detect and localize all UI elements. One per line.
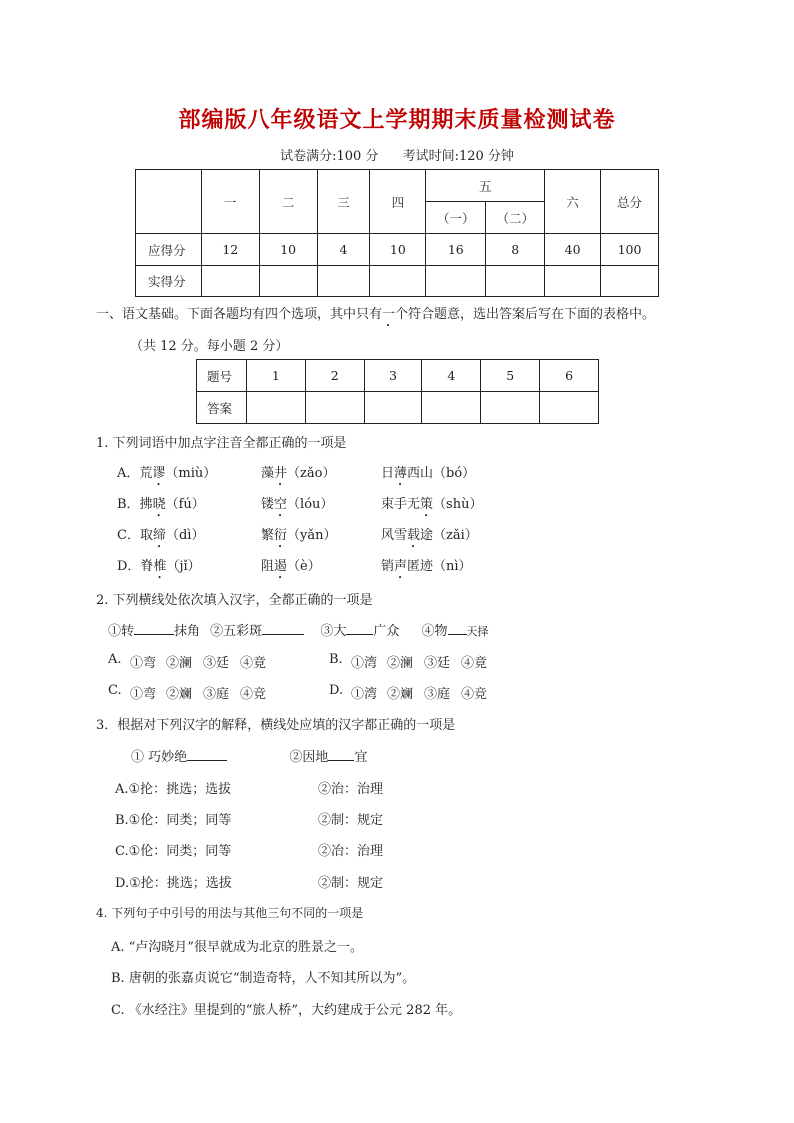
col-header: 总分 — [601, 170, 659, 234]
col-header: 三 — [317, 170, 370, 234]
answer-cell — [422, 392, 481, 424]
q4-option-b: B. 唐朝的张嘉贞说它“制造奇特，人不知其所以为”。 — [111, 971, 416, 986]
q1-option-a: A．荒谬（miù） 藻井（zǎo） 日薄西山（bó） — [117, 466, 476, 481]
question-number: 5 — [481, 360, 540, 392]
q3-option-c: C.①伦：同类；同等 ②冶：治理 — [115, 844, 384, 859]
q1-option-d: D．脊椎（jǐ） 阻遏（è） 销声匿迹（nì） — [117, 559, 472, 574]
question-number: 2 — [305, 360, 364, 392]
corner-cell — [136, 170, 202, 234]
question-number: 3 — [364, 360, 422, 392]
question-2-stem: 2. 下列横线处依次填入汉字，全都正确的一项是 — [96, 593, 373, 608]
due-score: 12 — [201, 234, 259, 266]
answer-table — [196, 359, 599, 424]
got-score-cell — [426, 266, 486, 297]
due-score: 10 — [259, 234, 317, 266]
q3-option-b: B.①伦：同类；同等 ②制：规定 — [115, 813, 384, 828]
col-header: 六 — [545, 170, 601, 234]
col-header: 四 — [370, 170, 426, 234]
got-score-cell — [201, 266, 259, 297]
due-score: 40 — [545, 234, 601, 266]
q3-option-a: A.①抡：挑选；选拔 ②治：治理 — [115, 782, 384, 797]
got-score-cell — [601, 266, 659, 297]
got-score-cell — [370, 266, 426, 297]
answer-row-label: 答案 — [197, 392, 247, 424]
q1-option-c: C．取缔（dì） 繁衍（yǎn） 风雪载途（zǎi） — [117, 528, 478, 543]
due-score: 4 — [317, 234, 370, 266]
exam-time: 考试时间:120 分钟 — [402, 149, 514, 164]
due-score: 16 — [426, 234, 486, 266]
question-number: 1 — [246, 360, 305, 392]
section-heading: 一、语文基础。下面各题均有四个选项，其中只有一个符合题意，选出答案后写在下面的表格中。 — [96, 307, 656, 322]
due-score: 10 — [370, 234, 426, 266]
q2-options-row-2: C. ①弯 ②斓 ③庭 ④竞 D. ①湾 ②斓 ③庭 ④竞 — [108, 683, 488, 702]
got-score-cell — [545, 266, 601, 297]
question-number: 4 — [422, 360, 481, 392]
question-1-stem: 1. 下列词语中加点字注音全都正确的一项是 — [96, 436, 347, 451]
answer-cell — [540, 392, 599, 424]
section-note: （共 12 分。每小题 2 分） — [130, 339, 289, 354]
answer-cell — [481, 392, 540, 424]
q2-items: ①转 抹角 ②五彩斑 ③大 广众 ④物 天择 — [108, 624, 489, 639]
q4-option-c: C. 《水经注》里提到的“旅人桥”，大约建成于公元 282 年。 — [111, 1003, 462, 1018]
question-number: 6 — [540, 360, 599, 392]
due-score: 100 — [601, 234, 659, 266]
q2-options-row-1: A. ①弯 ②澜 ③廷 ④竟 B. ①湾 ②澜 ③廷 ④竟 — [108, 652, 488, 671]
sub-col-header: （一） — [426, 202, 486, 234]
question-4-stem: 4. 下列句子中引号的用法与其他三句不同的一项是 — [96, 906, 364, 920]
row-label-due: 应得分 — [136, 234, 202, 266]
got-score-cell — [259, 266, 317, 297]
q1-option-b: B．拂晓（fú） 镂空（lóu） 束手无策（shù） — [117, 497, 483, 512]
col-header: 五 — [426, 170, 545, 202]
sub-col-header: （二） — [486, 202, 545, 234]
answer-row-label: 题号 — [197, 360, 247, 392]
got-score-cell — [486, 266, 545, 297]
due-score: 8 — [486, 234, 545, 266]
col-header: 一 — [201, 170, 259, 234]
got-score-cell — [317, 266, 370, 297]
q3-option-d: D.①抡：挑选；选拔 ②制：规定 — [115, 876, 384, 891]
score-table — [135, 169, 659, 297]
answer-cell — [364, 392, 422, 424]
page-title: 部编版八年级语文上学期期末质量检测试卷 — [178, 108, 616, 133]
q3-items: ① 巧妙绝 ②因地 宜 — [131, 750, 368, 765]
answer-cell — [305, 392, 364, 424]
row-label-got: 实得分 — [136, 266, 202, 297]
question-3-stem: 3．根据对下列汉字的解释，横线处应填的汉字都正确的一项是 — [96, 718, 456, 733]
col-header: 二 — [259, 170, 317, 234]
answer-cell — [246, 392, 305, 424]
q4-option-a: A. “卢沟晓月”很早就成为北京的胜景之一。 — [111, 940, 363, 955]
exam-info — [0, 145, 794, 164]
full-score: 试卷满分:100 分 — [280, 149, 379, 164]
